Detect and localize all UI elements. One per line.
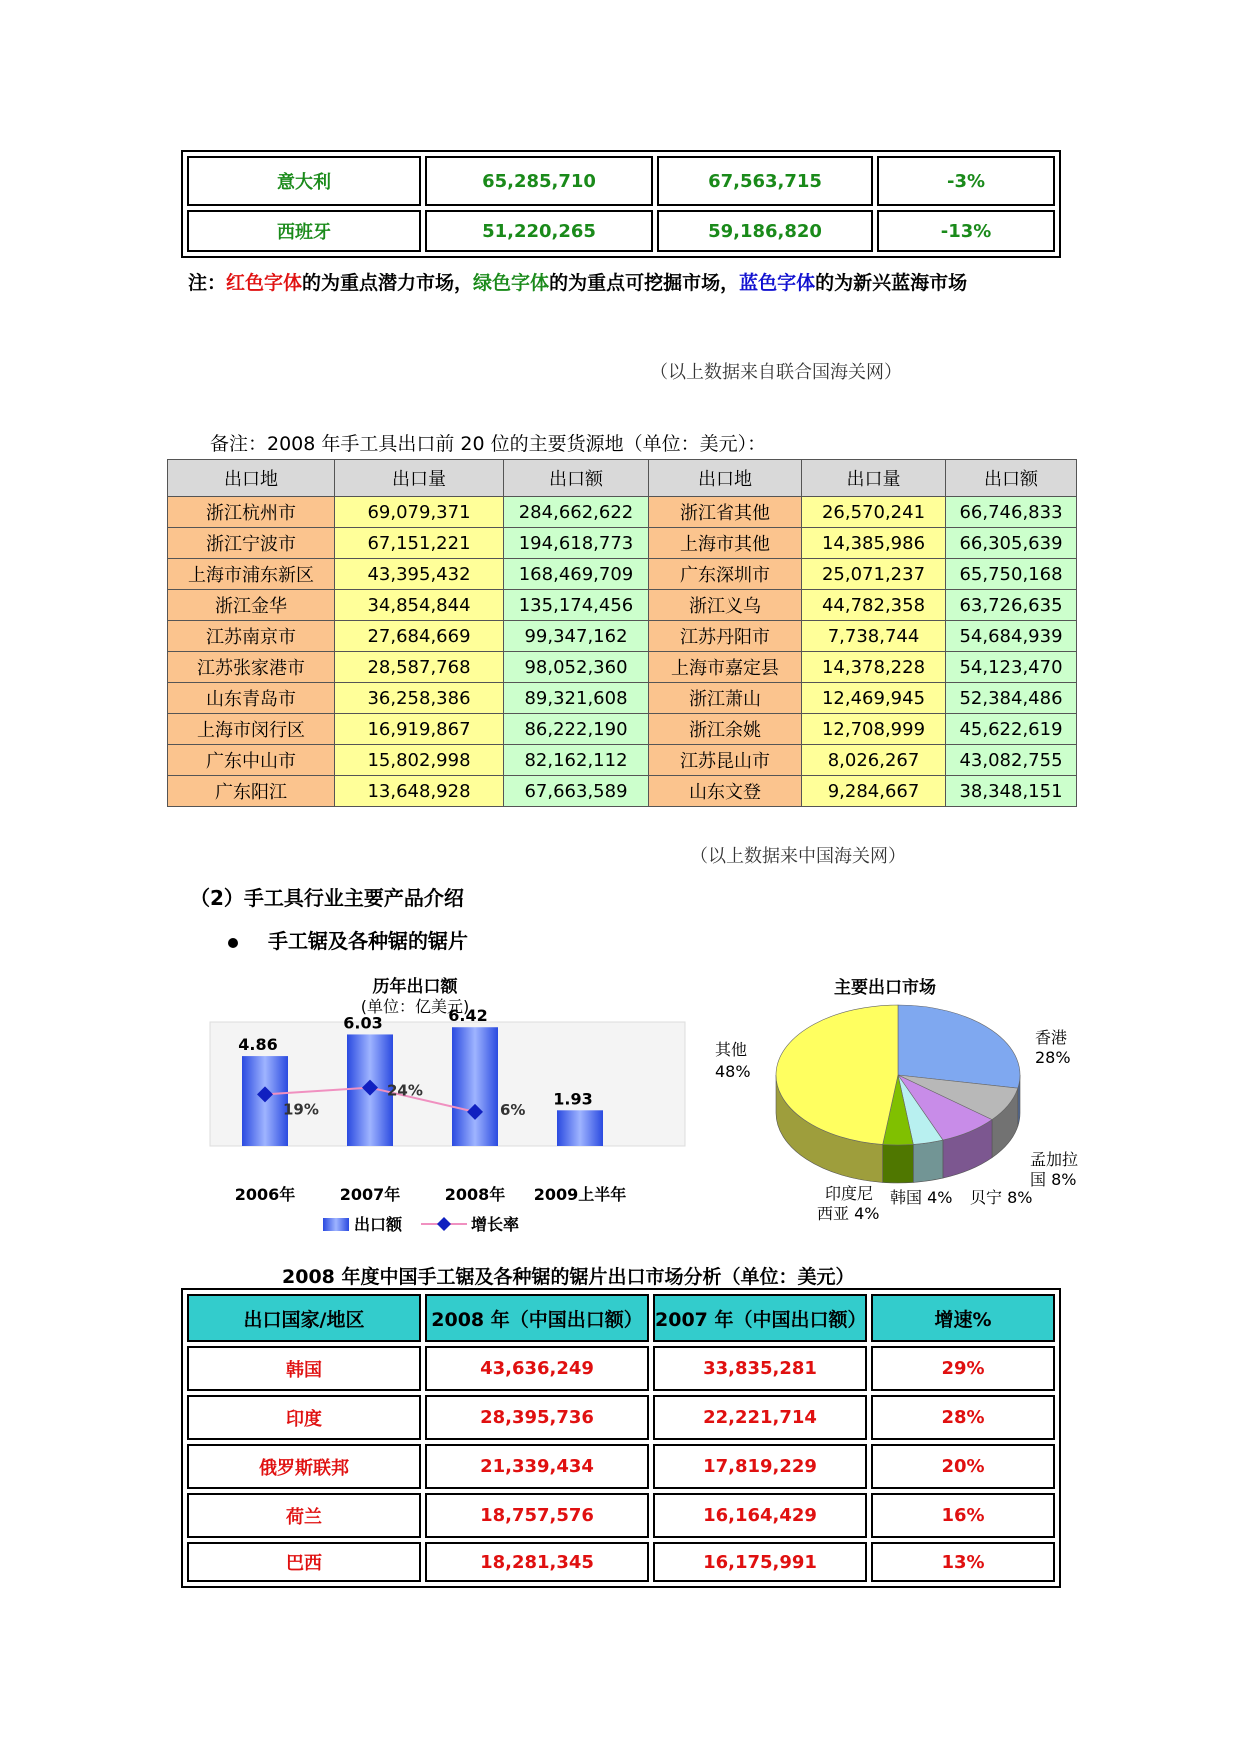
value-2008-cell: 65,285,710	[425, 156, 653, 206]
table-cell: 26,570,241	[802, 497, 946, 528]
table-cell: 15,802,998	[335, 745, 504, 776]
blue-desc: 的为新兴蓝海市场	[815, 272, 968, 294]
table-cell: 12,469,945	[802, 683, 946, 714]
table-cell: 江苏南京市	[168, 621, 335, 652]
bar-value-label: 6.03	[343, 1013, 383, 1033]
growth-cell: 13%	[871, 1542, 1055, 1582]
bullet-icon	[228, 938, 238, 948]
pie-label-hk-pct: 28%	[1035, 1048, 1071, 1067]
x-tick-label: 2006年	[234, 1185, 296, 1204]
header-cell: 增速%	[871, 1294, 1055, 1342]
header-cell: 出口量	[335, 460, 504, 497]
value-2007-cell: 67,563,715	[657, 156, 873, 206]
table-cell: 194,618,773	[504, 528, 649, 559]
table-cell: 8,026,267	[802, 745, 946, 776]
table-cell: 浙江杭州市	[168, 497, 335, 528]
growth-cell: 28%	[871, 1395, 1055, 1440]
export-value-chart	[205, 970, 690, 1240]
table-cell: 14,385,986	[802, 528, 946, 559]
table-cell: 86,222,190	[504, 714, 649, 745]
table-cell: 38,348,151	[946, 776, 1077, 807]
growth-label: 6%	[500, 1100, 526, 1119]
bar-value-label: 1.93	[553, 1089, 593, 1109]
table-row	[187, 1346, 1055, 1391]
pie-label-bd: 孟加拉	[1030, 1150, 1079, 1169]
table-cell: 上海市浦东新区	[168, 559, 335, 590]
table-cell: 99,347,162	[504, 621, 649, 652]
legend-line-label: 增长率	[471, 1215, 520, 1234]
country-cell: 意大利	[187, 156, 421, 206]
table-cell: 45,622,619	[946, 714, 1077, 745]
table-cell: 江苏张家港市	[168, 652, 335, 683]
table-cell: 135,174,456	[504, 590, 649, 621]
v2007-cell: 16,175,991	[653, 1542, 867, 1582]
pie-side	[883, 1144, 914, 1183]
table-row	[187, 156, 1055, 206]
table-cell: 67,663,589	[504, 776, 649, 807]
table-row	[168, 497, 1077, 528]
table-cell: 上海市嘉定县	[649, 652, 802, 683]
header-cell: 出口额	[504, 460, 649, 497]
growth-cell: 29%	[871, 1346, 1055, 1391]
ranking-caption: 备注：2008 年手工具出口前 20 位的主要货源地（单位：美元）：	[210, 433, 767, 455]
bar-value-label: 6.42	[448, 1006, 488, 1026]
country-cell: 荷兰	[187, 1493, 421, 1538]
x-tick-label: 2009上半年	[533, 1185, 627, 1204]
table-row	[187, 210, 1055, 252]
v2008-cell: 43,636,249	[425, 1346, 649, 1391]
pie-label-kr: 韩国 4%	[890, 1188, 953, 1207]
x-tick-label: 2007年	[339, 1185, 401, 1204]
value-2008-cell: 51,220,265	[425, 210, 653, 252]
table-cell: 82,162,112	[504, 745, 649, 776]
chart-title: 历年出口额	[372, 977, 458, 997]
table-cell: 浙江宁波市	[168, 528, 335, 559]
v2007-cell: 22,221,714	[653, 1395, 867, 1440]
v2007-cell: 16,164,429	[653, 1493, 867, 1538]
table-row	[168, 559, 1077, 590]
pie-label-bj: 贝宁 8%	[970, 1188, 1033, 1207]
table-cell: 63,726,635	[946, 590, 1077, 621]
pie-slice	[898, 1005, 1020, 1088]
table-row	[187, 1542, 1055, 1582]
legend-bar-swatch	[323, 1218, 349, 1231]
table-cell: 广东中山市	[168, 745, 335, 776]
red-label: 红色字体	[226, 272, 303, 294]
table-cell: 浙江余姚	[649, 714, 802, 745]
table-cell: 44,782,358	[802, 590, 946, 621]
bottom-caption: 2008 年度中国手工锯及各种锯的锯片出口市场分析（单位：美元）	[282, 1266, 855, 1288]
table-cell: 34,854,844	[335, 590, 504, 621]
table-cell: 上海市闵行区	[168, 714, 335, 745]
growth-cell: -3%	[877, 156, 1055, 206]
table-cell: 浙江义乌	[649, 590, 802, 621]
table-cell: 江苏昆山市	[649, 745, 802, 776]
table-cell: 52,384,486	[946, 683, 1077, 714]
header-cell: 2008 年（中国出口额）	[425, 1294, 649, 1342]
table-cell: 168,469,709	[504, 559, 649, 590]
table-cell: 广东深圳市	[649, 559, 802, 590]
v2008-cell: 18,281,345	[425, 1542, 649, 1582]
table-cell: 28,587,768	[335, 652, 504, 683]
export-market-pie-chart	[705, 965, 1095, 1240]
table-row	[187, 1395, 1055, 1440]
x-tick-label: 2008年	[444, 1185, 506, 1204]
header-cell: 出口额	[946, 460, 1077, 497]
v2008-cell: 21,339,434	[425, 1444, 649, 1489]
table-row	[168, 528, 1077, 559]
table-cell: 98,052,360	[504, 652, 649, 683]
country-cell: 西班牙	[187, 210, 421, 252]
table-cell: 54,123,470	[946, 652, 1077, 683]
color-legend-note	[188, 268, 967, 295]
country-cell: 印度	[187, 1395, 421, 1440]
pie-label-id: 印度尼	[825, 1184, 874, 1203]
legend-diamond-icon	[437, 1217, 451, 1231]
header-cell: 出口量	[802, 460, 946, 497]
pie-side	[913, 1140, 943, 1182]
table-row	[168, 776, 1077, 807]
table-cell: 14,378,228	[802, 652, 946, 683]
header-cell: 出口国家/地区	[187, 1294, 421, 1342]
pie-label-hk: 香港	[1035, 1028, 1068, 1047]
red-desc: 的为重点潜力市场，	[302, 272, 474, 294]
value-2007-cell: 59,186,820	[657, 210, 873, 252]
table-header-row	[168, 460, 1077, 497]
v2007-cell: 17,819,229	[653, 1444, 867, 1489]
legend-bar-label: 出口额	[354, 1215, 403, 1234]
table-header-row	[187, 1294, 1055, 1342]
v2007-cell: 33,835,281	[653, 1346, 867, 1391]
pie-label-other: 其他	[715, 1040, 748, 1059]
growth-cell: 16%	[871, 1493, 1055, 1538]
top-market-table	[181, 150, 1061, 258]
table-cell: 69,079,371	[335, 497, 504, 528]
table-cell: 54,684,939	[946, 621, 1077, 652]
table-cell: 27,684,669	[335, 621, 504, 652]
table-cell: 16,919,867	[335, 714, 504, 745]
table-cell: 广东阳江	[168, 776, 335, 807]
green-desc: 的为重点可挖掘市场，	[549, 272, 740, 294]
source-note-2: （以上数据来中国海关网）	[690, 846, 906, 867]
table-row	[168, 621, 1077, 652]
growth-cell: -13%	[877, 210, 1055, 252]
table-cell: 9,284,667	[802, 776, 946, 807]
table-row	[187, 1444, 1055, 1489]
table-cell: 山东青岛市	[168, 683, 335, 714]
table-cell: 上海市其他	[649, 528, 802, 559]
table-cell: 12,708,999	[802, 714, 946, 745]
saw-export-table	[181, 1288, 1061, 1588]
table-cell: 36,258,386	[335, 683, 504, 714]
bar-value-label: 4.86	[238, 1035, 278, 1055]
table-cell: 浙江省其他	[649, 497, 802, 528]
table-cell: 7,738,744	[802, 621, 946, 652]
section-heading: （2）手工具行业主要产品介绍	[190, 886, 464, 910]
table-cell: 65,750,168	[946, 559, 1077, 590]
table-row	[187, 1493, 1055, 1538]
table-row	[168, 590, 1077, 621]
note-prefix: 注：	[188, 272, 227, 294]
table-row	[168, 714, 1077, 745]
pie-label-other-pct: 48%	[715, 1062, 751, 1081]
table-cell: 43,395,432	[335, 559, 504, 590]
table-cell: 13,648,928	[335, 776, 504, 807]
bullet-text: 手工锯及各种锯的锯片	[268, 929, 468, 953]
ranking-table	[167, 459, 1077, 807]
header-cell: 出口地	[168, 460, 335, 497]
table-row	[168, 652, 1077, 683]
pie-label-id-2: 西亚 4%	[817, 1204, 880, 1223]
table-cell: 67,151,221	[335, 528, 504, 559]
header-cell: 2007 年（中国出口额）	[653, 1294, 867, 1342]
growth-cell: 20%	[871, 1444, 1055, 1489]
source-note: （以上数据来自联合国海关网）	[650, 362, 902, 383]
pie-title: 主要出口市场	[834, 978, 936, 998]
table-cell: 43,082,755	[946, 745, 1077, 776]
header-cell: 出口地	[649, 460, 802, 497]
table-cell: 山东文登	[649, 776, 802, 807]
country-cell: 韩国	[187, 1346, 421, 1391]
table-row	[168, 745, 1077, 776]
blue-label: 蓝色字体	[739, 272, 816, 294]
bullet-item	[228, 925, 468, 954]
table-cell: 25,071,237	[802, 559, 946, 590]
country-cell: 俄罗斯联邦	[187, 1444, 421, 1489]
table-cell: 浙江萧山	[649, 683, 802, 714]
chart-subtitle: (单位：亿美元)	[360, 997, 470, 1016]
growth-label: 19%	[283, 1100, 319, 1119]
country-cell: 巴西	[187, 1542, 421, 1582]
table-cell: 江苏丹阳市	[649, 621, 802, 652]
table-cell: 66,305,639	[946, 528, 1077, 559]
v2008-cell: 28,395,736	[425, 1395, 649, 1440]
growth-label: 24%	[387, 1081, 423, 1100]
v2008-cell: 18,757,576	[425, 1493, 649, 1538]
table-row	[168, 683, 1077, 714]
pie-label-bd-2: 国 8%	[1030, 1170, 1077, 1189]
table-cell: 89,321,608	[504, 683, 649, 714]
table-cell: 浙江金华	[168, 590, 335, 621]
green-label: 绿色字体	[473, 272, 550, 294]
table-cell: 66,746,833	[946, 497, 1077, 528]
bar	[452, 1027, 498, 1146]
bar	[557, 1110, 603, 1146]
table-cell: 284,662,622	[504, 497, 649, 528]
